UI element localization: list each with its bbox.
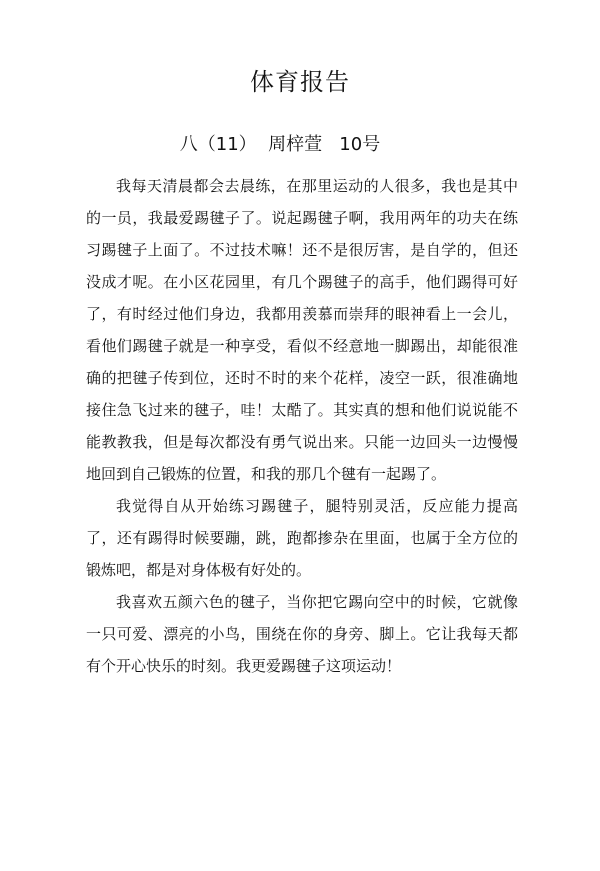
paragraph: 我喜欢五颜六色的毽子，当你把它踢向空中的时候，它就像一只可爱、漂亮的小鸟，围绕在你的身旁、脚上。它让我每天都有个开心快乐的时刻。我更爱踢毽子这项运动！	[86, 593, 518, 675]
paragraph: 我觉得自从开始练习踢毽子，腿特别灵活，反应能力提高了，还有踢得时候要蹦，跳，跑都掺杂在里面，也属于全方位的锻炼吧，都是对身体极有好处的。	[86, 497, 518, 579]
document-body	[86, 170, 518, 682]
author-byline: 八（11） 周梓萱 10号	[179, 134, 381, 155]
paragraph: 我每天清晨都会去晨练，在那里运动的人很多，我也是其中的一员，我最爱踢毽子了。说起踢毽子啊，我用两年的功夫在练习踢毽子上面了。不过技术嘛！还不是很厉害，是自学的，但还没成才呢。在小区花园里，有几个踢毽子的高手，他们踢得可好了，有时经过他们身边，我都用羡慕而崇拜的眼神看上一会儿，看他们踢毽子就是一种享受，看似不经意地一脚踢出，却能很准确的把毽子传到位，还时不时的来个花样，凌空一跃，很准确地接住急飞过来的毽子，哇！太酷了。其实真的想和他们说说能不能教教我，但是每次都没有勇气说出来。只能一边回头一边慢慢地回到自己锻炼的位置，和我的那几个毽有一起踢了。	[86, 177, 518, 483]
document-title: 体育报告	[250, 68, 350, 96]
